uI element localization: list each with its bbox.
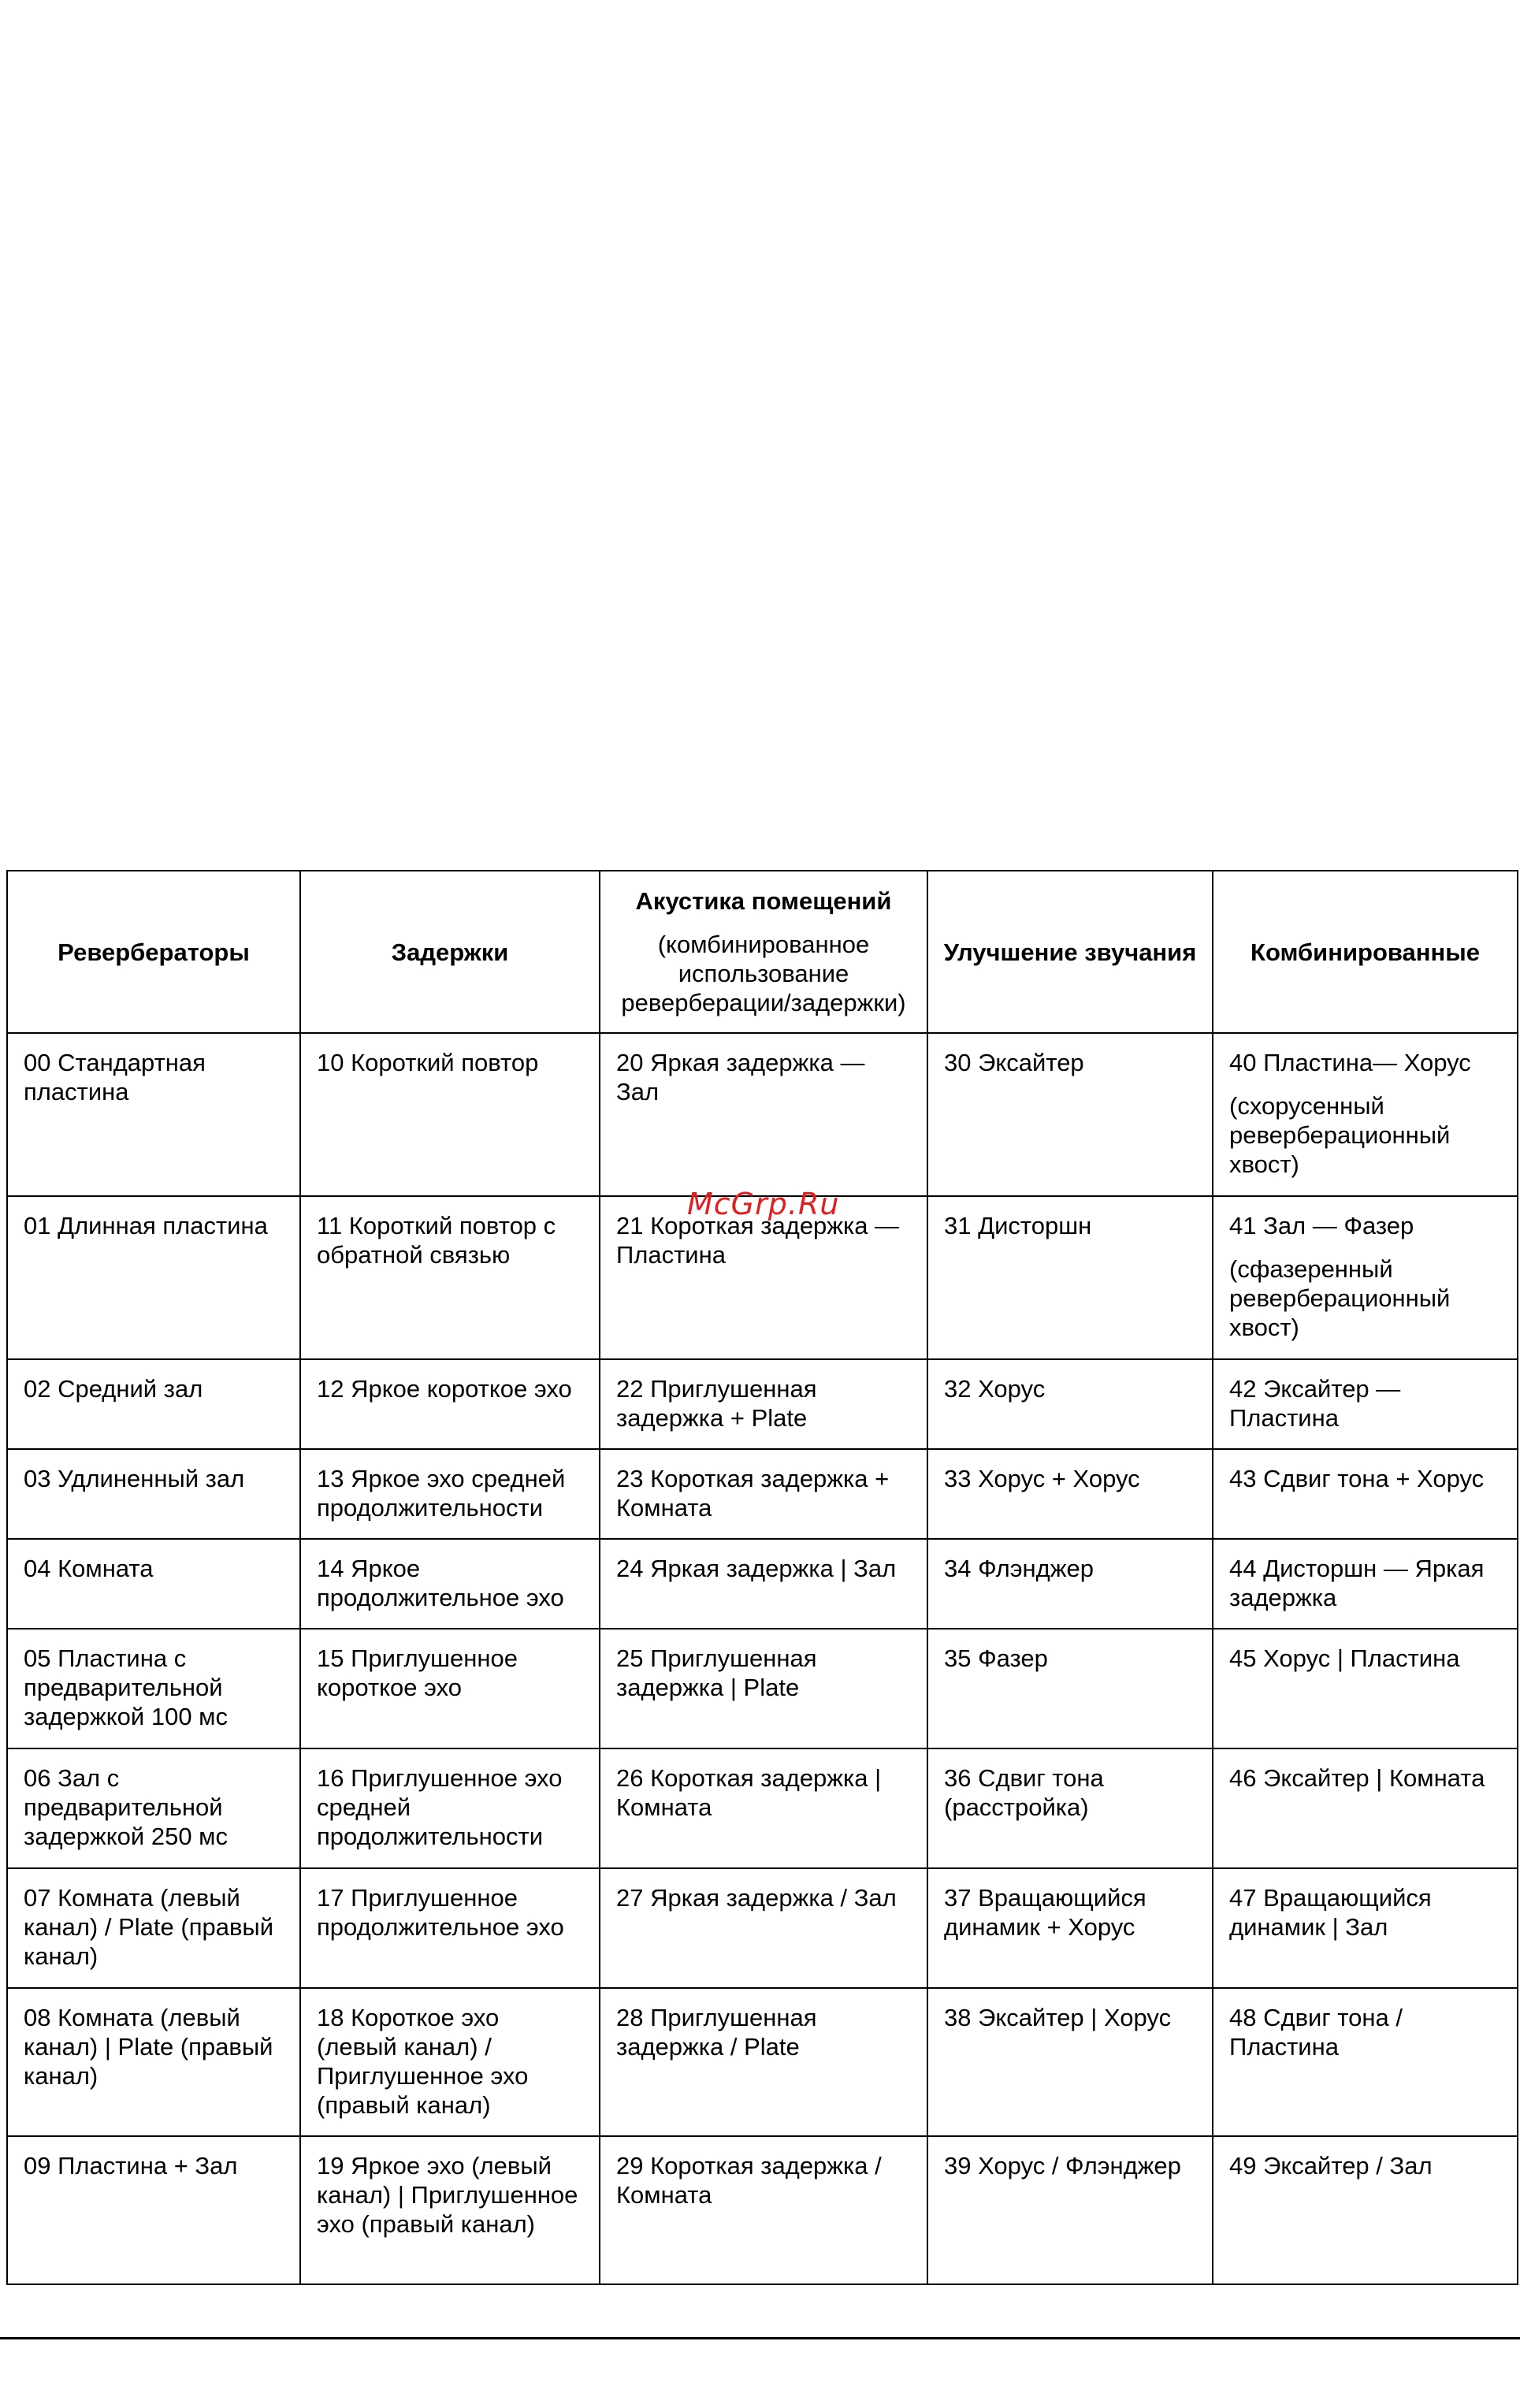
table-cell (927, 1449, 1213, 1539)
table-row (7, 1988, 1518, 2136)
table-cell (1213, 1629, 1518, 1748)
effect-name: 43 Сдвиг тона + Хорус (1229, 1465, 1485, 1492)
table-cell (1213, 1359, 1518, 1449)
table-cell (1213, 2136, 1518, 2284)
table-cell (927, 1539, 1213, 1629)
effect-name: 19 Яркое эхо (левый канал) | Приглушенное эхо (правый канал) (317, 2152, 578, 2238)
table-cell (7, 1449, 300, 1539)
table-cell (927, 1033, 1213, 1196)
table-cell (7, 1359, 300, 1449)
effect-name: 34 Флэнджер (944, 1555, 1094, 1582)
table-cell (7, 1988, 300, 2136)
table-cell (7, 1629, 300, 1748)
table-row (7, 1033, 1518, 1196)
effect-name: 48 Сдвиг тона / Пластина (1229, 2004, 1403, 2061)
effect-note: (сфазеренный реверберационный хвост) (1229, 1255, 1451, 1341)
table-cell (600, 1988, 927, 2136)
effect-name: 20 Яркая задержка — Зал (616, 1049, 865, 1106)
table-cell (1213, 1449, 1518, 1539)
table-cell (927, 1868, 1213, 1988)
table-row (7, 1359, 1518, 1449)
header-title: Улучшение звучания (943, 938, 1197, 966)
table-cell (600, 2136, 927, 2284)
table-cell (927, 1359, 1213, 1449)
effect-name: 26 Короткая задержка | Комната (616, 1764, 882, 1821)
header-cell-reverbs (7, 871, 300, 1033)
table-cell (300, 2136, 600, 2284)
table-cell (600, 1449, 927, 1539)
table-cell (600, 1359, 927, 1449)
effect-name: 41 Зал — Фазер (1229, 1212, 1414, 1239)
table-cell (7, 1539, 300, 1629)
effect-name: 01 Длинная пластина (24, 1212, 268, 1239)
effect-name: 42 Эксайтер — Пластина (1229, 1375, 1401, 1432)
table-cell (1213, 1868, 1518, 1988)
header-cell-combined (1213, 871, 1518, 1033)
effect-name: 03 Удлиненный зал (24, 1465, 245, 1492)
table-cell (927, 2136, 1213, 2284)
effect-name: 29 Короткая задержка / Комната (616, 2152, 882, 2209)
effect-name: 16 Приглушенное эхо средней продолжительности (317, 1764, 563, 1850)
table-cell (7, 1748, 300, 1868)
table-cell (927, 1196, 1213, 1359)
effect-name: 30 Эксайтер (944, 1049, 1084, 1076)
effect-name: 39 Хорус / Флэнджер (944, 2152, 1181, 2179)
table-cell (600, 1629, 927, 1748)
effect-name: 14 Яркое продолжительное эхо (317, 1555, 564, 1611)
table-cell (927, 1988, 1213, 2136)
table-row (7, 1539, 1518, 1629)
effect-name: 27 Яркая задержка / Зал (616, 1884, 897, 1912)
table-cell (7, 1033, 300, 1196)
effect-name: 10 Короткий повтор (317, 1049, 539, 1076)
table-cell (7, 2136, 300, 2284)
effect-name: 46 Эксайтер | Комната (1229, 1764, 1485, 1792)
table-row (7, 1629, 1518, 1748)
table-cell (1213, 1748, 1518, 1868)
table-cell (927, 1748, 1213, 1868)
effect-name: 17 Приглушенное продолжительное эхо (317, 1884, 564, 1941)
header-title: Ревербераторы (58, 938, 250, 966)
table-cell (300, 1868, 600, 1988)
table-cell (300, 1988, 600, 2136)
effect-name: 45 Хорус | Пластина (1229, 1644, 1460, 1672)
table-cell (300, 1033, 600, 1196)
header-cell-room-acoustics (600, 871, 927, 1033)
table-row (7, 1748, 1518, 1868)
table-cell (927, 1629, 1213, 1748)
table-cell (300, 1539, 600, 1629)
effect-name: 44 Дисторшн — Яркая задержка (1229, 1555, 1485, 1611)
effect-name: 32 Хорус (944, 1375, 1046, 1403)
effect-name: 15 Приглушенное короткое эхо (317, 1644, 518, 1701)
table-cell (1213, 1988, 1518, 2136)
header-row (7, 871, 1518, 1033)
effect-name: 25 Приглушенная задержка | Plate (616, 1644, 817, 1701)
table-cell (7, 1196, 300, 1359)
header-title: Задержки (391, 938, 509, 966)
header-subtitle: (комбинированное использование реверберации/задержки) (621, 931, 906, 1016)
effect-name: 21 Короткая задержка — Пластина (616, 1212, 900, 1269)
table-cell (300, 1359, 600, 1449)
table-cell (300, 1629, 600, 1748)
table-cell (300, 1748, 600, 1868)
table-cell (600, 1748, 927, 1868)
effect-name: 11 Короткий повтор с обратной связью (317, 1212, 556, 1269)
table-row (7, 1449, 1518, 1539)
effect-name: 24 Яркая задержка | Зал (616, 1555, 897, 1582)
effects-table (6, 870, 1518, 2285)
effect-name: 12 Яркое короткое эхо (317, 1375, 572, 1403)
effect-name: 00 Стандартная пластина (24, 1049, 206, 1106)
table-cell (600, 1033, 927, 1196)
table-cell (300, 1196, 600, 1359)
effect-name: 23 Короткая задержка + Комната (616, 1465, 890, 1522)
effect-name: 38 Эксайтер | Хорус (944, 2004, 1172, 2031)
effect-note: (схорусенный реверберационный хвост) (1229, 1092, 1451, 1178)
table-cell (1213, 1196, 1518, 1359)
effect-name: 18 Короткое эхо (левый канал) / Приглушенное эхо (правый канал) (317, 2004, 529, 2119)
table-cell (7, 1868, 300, 1988)
effect-name: 13 Яркое эхо средней продолжительности (317, 1465, 566, 1522)
effect-name: 05 Пластина с предварительной задержкой 100 мс (24, 1644, 228, 1730)
table-row (7, 2136, 1518, 2284)
header-title: Акустика помещений (635, 887, 892, 915)
effect-name: 22 Приглушенная задержка + Plate (616, 1375, 817, 1432)
effect-name: 36 Сдвиг тона (расстройка) (944, 1764, 1104, 1821)
effect-name: 37 Вращающийся динамик + Хорус (944, 1884, 1147, 1941)
effect-name: 40 Пластина— Хорус (1229, 1049, 1471, 1076)
header-cell-enhancement (927, 871, 1213, 1033)
header-cell-delays (300, 871, 600, 1033)
footer-divider (0, 2337, 1520, 2339)
effect-name: 33 Хорус + Хорус (944, 1465, 1140, 1492)
table-cell (600, 1868, 927, 1988)
effect-name: 04 Комната (24, 1555, 154, 1582)
effect-name: 28 Приглушенная задержка / Plate (616, 2004, 817, 2061)
effect-name: 47 Вращающийся динамик | Зал (1229, 1884, 1432, 1941)
table-row (7, 1868, 1518, 1988)
effect-name: 06 Зал с предварительной задержкой 250 мс (24, 1764, 228, 1850)
watermark: McGrp.Ru (687, 1187, 840, 1221)
effect-name: 35 Фазер (944, 1644, 1048, 1672)
effect-name: 08 Комната (левый канал) | Plate (правый канал) (24, 2004, 273, 2090)
table-cell (1213, 1539, 1518, 1629)
effect-name: 02 Средний зал (24, 1375, 203, 1403)
table-cell (600, 1539, 927, 1629)
effect-name: 49 Эксайтер / Зал (1229, 2152, 1433, 2179)
table-cell (300, 1449, 600, 1539)
effect-name: 31 Дисторшн (944, 1212, 1092, 1239)
effect-name: 07 Комната (левый канал) / Plate (правый канал) (24, 1884, 274, 1970)
table-cell (1213, 1033, 1518, 1196)
effect-name: 09 Пластина + Зал (24, 2152, 238, 2179)
header-title: Комбинированные (1251, 938, 1480, 966)
